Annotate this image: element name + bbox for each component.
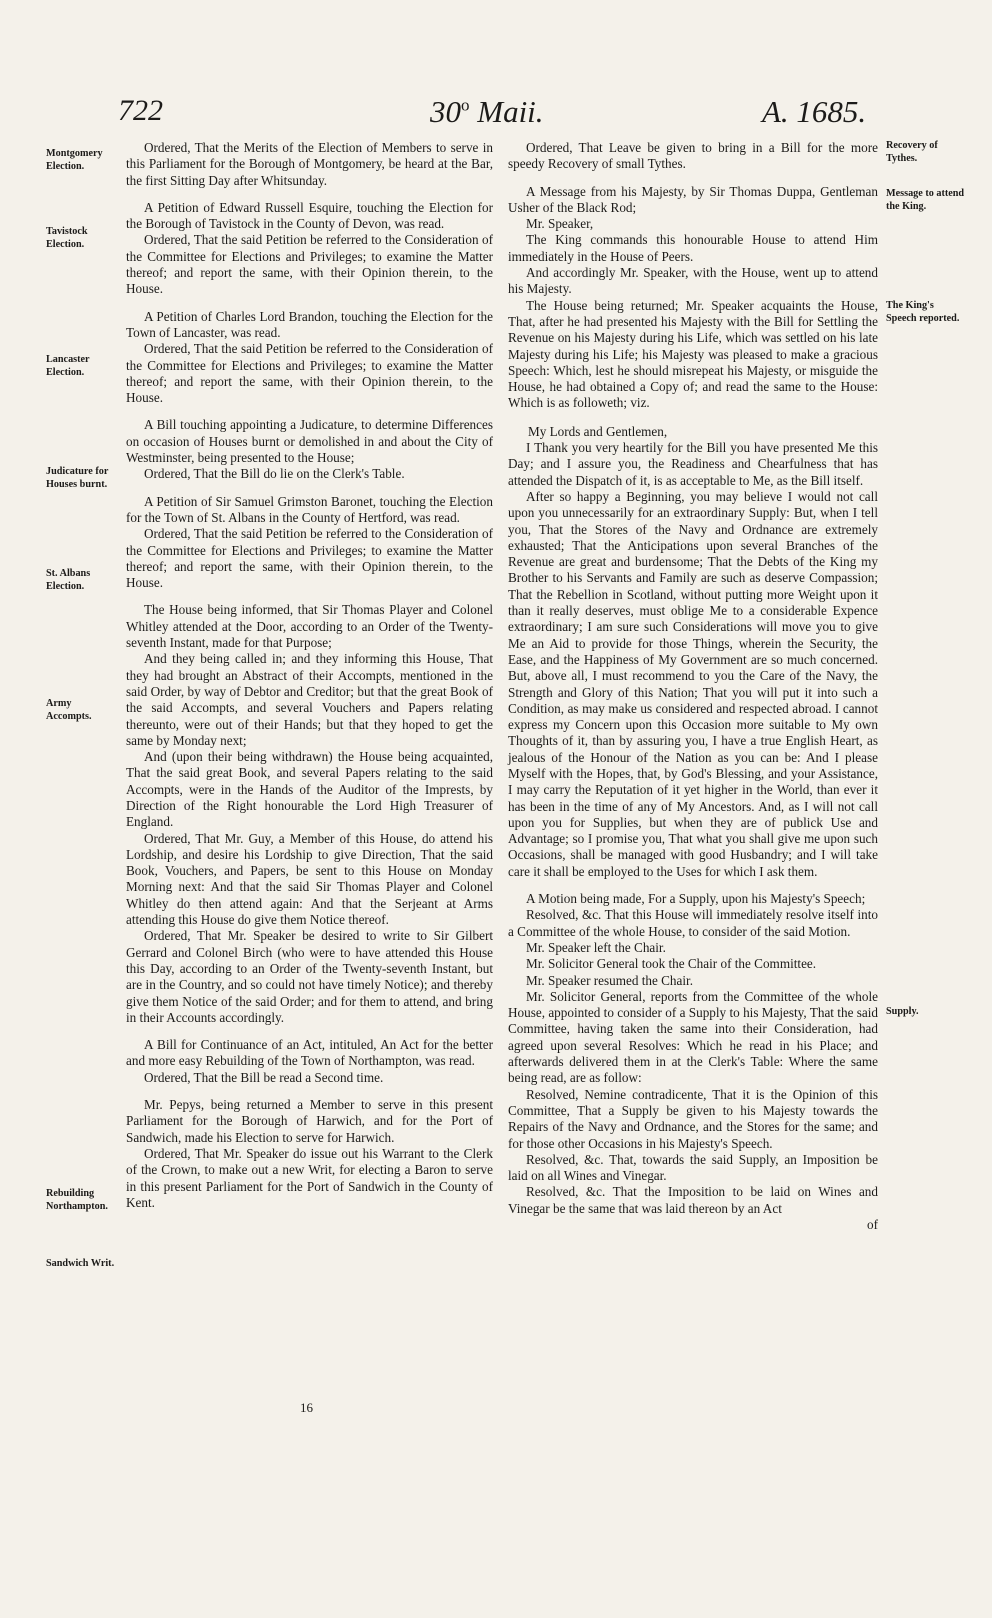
entry-judicature-bill: A Bill touching appointing a Judicature, to determine Differences on occasion of Houses burnt or demolished in and about the City of Westminster, being presented to the House; xyxy=(126,417,493,466)
entry-lancaster-petition: A Petition of Charles Lord Brandon, touching the Election for the Town of Lancaster, was read. xyxy=(126,308,493,340)
entry-sandwich-order: Ordered, That Mr. Speaker do issue out his Warrant to the Clerk of the Crown, to make out a new Writ, for electing a Baron to serve in this present Parliament for the Port of Sandwich in the County of Kent. xyxy=(126,1145,493,1210)
entry-resolved-committee: Resolved, &c. That this House will immediately resolve itself into a Committee of the whole House, to consider of the said Motion. xyxy=(508,907,878,939)
margin-note-montgomery: Montgomery Election. xyxy=(46,148,103,172)
entry-accompts-order-guy: Ordered, That Mr. Guy, a Member of this House, do attend his Lordship, and desire his Lordship to give Direction, That the said Book, Vouchers, and Papers, be sent to this House on Monday Morning next: And that the said Sir Thomas Player and Colonel Whitley do then attend again: And that the Serjeant at Arms attending this House do give them Notice thereof. xyxy=(126,830,493,928)
entry-resolved-imposition: Resolved, &c. That, towards the said Supply, an Imposition be laid on all Wines and Vinegar. xyxy=(508,1151,878,1184)
entry-tythes-order: Ordered, That Leave be given to bring in a Bill for the more speedy Recovery of small Tythes. xyxy=(508,140,878,172)
entry-resolved-wines: Resolved, &c. That the Imposition to be laid on Wines and Vinegar be the same that was laid thereon by an Act xyxy=(508,1184,878,1216)
entry-sandwich-election: Mr. Pepys, being returned a Member to serve in this present Parliament for the Borough of Harwich, and for the Port of Sandwich, made his Election to serve for Harwich. xyxy=(126,1097,493,1145)
entry-lancaster-order: Ordered, That the said Petition be referred to the Consideration of the Committee for Elections and Privileges; to examine the Matter thereof; and report the same, with their Opinion therein, to the House. xyxy=(126,341,493,406)
entry-stalbans-order: Ordered, That the said Petition be referred to the Consideration of the Committee for Elections and Privileges; to examine the Matter thereof; and report the same, with their Opinion therein, to the House. xyxy=(126,526,493,591)
entry-accompts-informed: The House being informed, that Sir Thomas Player and Colonel Whitley attended at the Door, according to an Order of the Twenty-seventh Instant, made for that Purpose; xyxy=(126,602,493,651)
entry-committee-report: Mr. Solicitor General, reports from the Committee of the whole House, appointed to consider of a Supply to his Majesty, That the said Committee, having taken the same into their Consideration, had agreed upon several Resolves: Which he read in his Place; and afterwards delivered them in at the Clerk's Table: Where the same being read, are as follow: xyxy=(508,988,878,1086)
margin-note-speech: The King's Speech reported. xyxy=(886,300,960,324)
date-ordinal: o xyxy=(461,95,470,115)
entry-tavistock-order: Ordered, That the said Petition be referred to the Consideration of the Committee for Elections and Privileges; to examine the Matter thereof; and report the same, with their Opinion therein, to the House. xyxy=(126,232,493,297)
margin-note-rebuilding: Rebuilding Northampton. xyxy=(46,1188,108,1212)
date-day: 30 xyxy=(430,94,461,129)
entry-montgomery-order: Ordered, That the Merits of the Election of Members to serve in this Parliament for the Borough of Montgomery, be heard at the Bar, the first Sitting Day after Whitsunday. xyxy=(126,140,493,188)
entry-speaker-left: Mr. Speaker left the Chair. xyxy=(526,939,666,955)
entry-accompts-acquainted: And (upon their being withdrawn) the House being acquainted, That the said great Book, and several Papers relating to the said Accompts, were in the Hands of the Auditor of the Imprests, by Direction of the Right honourable the Lord High Treasurer of England. xyxy=(126,749,493,830)
catchword: of xyxy=(867,1217,878,1232)
margin-note-lancaster: Lancaster Election. xyxy=(46,354,90,378)
entry-accompts-order-speaker: Ordered, That Mr. Speaker be desired to write to Sir Gilbert Gerrard and Colonel Birch (who were to have attended this House this Day, according to an Order of the Twenty-seventh Instant, but are in the Country, and so could not have timely Notice); and thereby give them Notice of the said Order; and for them to attend, and bring in their Accounts accordingly. xyxy=(126,928,493,1025)
running-year: A. 1685. xyxy=(762,94,867,129)
page-number: 722 xyxy=(118,94,163,127)
entry-went-up: And accordingly Mr. Speaker, with the House, went up to attend his Majesty. xyxy=(508,265,878,297)
entry-judicature-order: Ordered, That the Bill do lie on the Clerk's Table. xyxy=(144,466,405,482)
speech-para-1: I Thank you very heartily for the Bill you have presented Me this Day; and I assure you, the Readiness and Chearfulness that has attended the Dispatch of it, is as acceptable to Me, as the Bill itself. xyxy=(508,440,878,488)
left-column xyxy=(126,140,493,1211)
speech-para-2: After so happy a Beginning, you may believe I would not call upon you unnecessarily for an extraordinary Supply: But, when I tell you, That the Stores of the Navy and Ordnance are extremely exhausted; That the Anticipations upon several Branches of the Revenue are great and burdensome; That the Debts of the King my Brother to his Servants and Family are such as deserve Compassion; That the Rebellion in Scotland, without putting more Weight upon it than it really deserves, must oblige Me to a considerable Expence extraordinary; I am sure such Considerations will move you to give Me an Aid to provide for those Things, wherein the Security, the Ease, and the Happiness of My Government are so much concerned. But, above all, I must recommend to you the Care of the Navy, the Strength and Glory of this Nation; That you will put it into such a Condition, as may make us considered and respected abroad. I cannot express my Concern upon this Occasion more suitable to My own Thoughts of it, than by assuring you, I have a true English Heart, as jealous of the Honour of the Nation as you can be: And I please Myself with the Hopes, that, by God's Blessing, and your Assistance, I may carry the Reputation of it yet higher in the World, than ever it has been in the time of any of My Ancestors. And, as I will not call upon you for Supplies, but when they are of publick Use and Advantage; so I promise you, That what you shall give me upon such Occasions, shall be managed with good Husbandry; and I will take care it shall be employed to the Uses for which I ask them. xyxy=(508,488,878,879)
margin-note-supply: Supply. xyxy=(886,1006,919,1017)
entry-mr-speaker: Mr. Speaker, xyxy=(526,216,594,232)
margin-note-message: Message to attend the King. xyxy=(886,188,965,212)
entry-tavistock-petition: A Petition of Edward Russell Esquire, touching the Election for the Borough of Tavistock in the County of Devon, was read. xyxy=(126,199,493,232)
margin-note-sandwich: Sandwich Writ. xyxy=(46,1258,115,1269)
date-month: Maii. xyxy=(469,94,544,129)
right-column xyxy=(508,140,878,1233)
entry-speaker-resumed: Mr. Speaker resumed the Chair. xyxy=(526,972,693,988)
entry-house-returned: The House being returned; Mr. Speaker acquaints the House, That, after he had presented his Majesty with the Bill for Settling the Revenue on his Majesty during his Life, which was settled on his late Majesty during his Life; his Majesty was pleased to make a gracious Speech: Which, lest he should misrepeat his Majesty, or misguide the House, he had obtained a Copy of; and read the same to the House: Which is as followeth; viz. xyxy=(508,297,878,411)
entry-message: A Message from his Majesty, by Sir Thomas Duppa, Gentleman Usher of the Black Rod; xyxy=(508,183,878,215)
margin-note-stalbans: St. Albans Election. xyxy=(46,568,91,592)
entry-king-commands: The King commands this honourable House to attend Him immediately in the House of Peers. xyxy=(508,232,878,264)
entry-solicitor-chair: Mr. Solicitor General took the Chair of the Committee. xyxy=(526,956,817,972)
entry-resolved-supply: Resolved, Nemine contradicente, That it is the Opinion of this Committee, That a Supply be given to his Majesty towards the Repairs of the Navy and Ordnance, and the Stores for the same; and for those other Occasions in his Majesty's Speech. xyxy=(508,1086,878,1151)
margin-note-army: Army Accompts. xyxy=(46,698,92,722)
entry-stalbans-petition: A Petition of Sir Samuel Grimston Baronet, touching the Election for the Town of St. Albans in the County of Hertford, was read. xyxy=(126,493,493,525)
entry-supply-motion: A Motion being made, For a Supply, upon his Majesty's Speech; xyxy=(526,891,866,907)
margin-note-tavistock: Tavistock Election. xyxy=(46,226,88,250)
margin-note-judicature: Judicature for Houses burnt. xyxy=(46,466,109,490)
speech-salutation: My Lords and Gentlemen, xyxy=(528,423,668,439)
entry-northampton-order: Ordered, That the Bill be read a Second time. xyxy=(144,1069,384,1085)
margin-note-tythes: Recovery of Tythes. xyxy=(886,140,938,164)
running-date xyxy=(430,94,544,130)
entry-accompts-called-in: And they being called in; and they informing this House, That they had brought an Abstract of their Accompts, mentioned in the said Order, by way of Debtor and Creditor; but that the great Book of the said Accompts, and several Vouchers and Papers relating thereunto, were out of their Hands; but that they hoped to get the same by Monday next; xyxy=(126,651,493,748)
entry-northampton-bill: A Bill for Continuance of an Act, intituled, An Act for the better and more easy Rebuilding of the Town of Northampton, was read. xyxy=(126,1037,493,1069)
signature-mark: 16 xyxy=(300,1400,313,1415)
page-header xyxy=(0,94,992,134)
